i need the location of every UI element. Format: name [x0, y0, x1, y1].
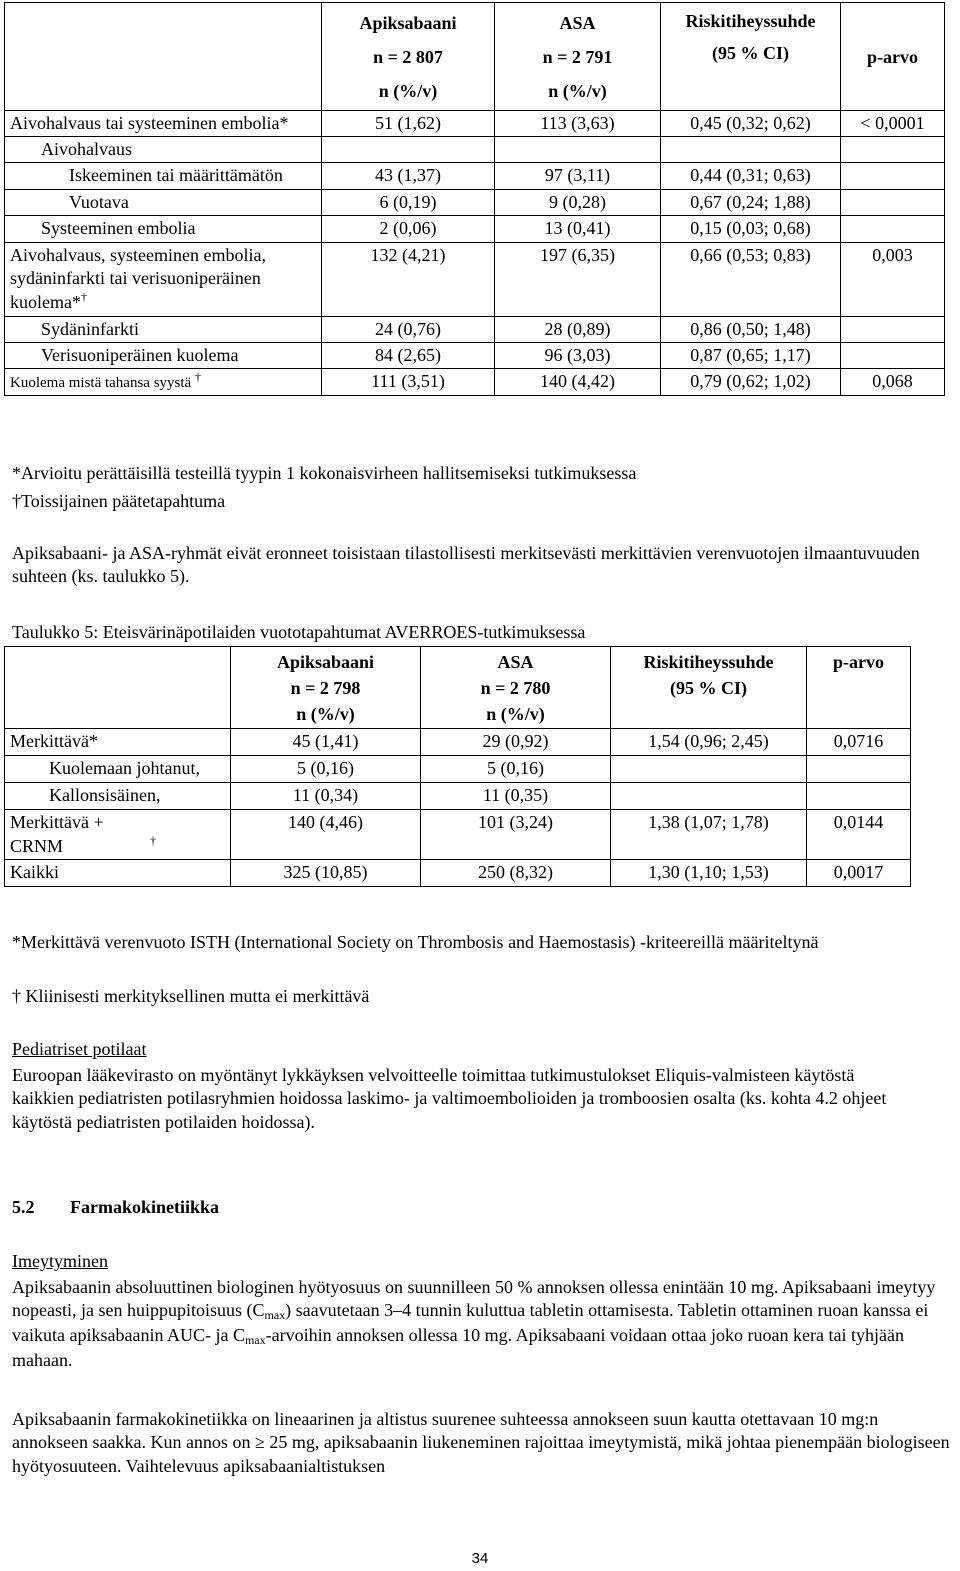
- row-label: Kuolema mistä tahansa syystä †: [5, 369, 322, 396]
- section-title: Farmakokinetiikka: [70, 1197, 220, 1217]
- table-row: [5, 860, 911, 887]
- table-row: [5, 810, 911, 860]
- cell-p-value: [841, 316, 945, 342]
- table-row: [5, 163, 945, 189]
- table-row: [5, 756, 911, 783]
- cell-hazard-ratio: 1,54 (0,96; 2,45): [611, 729, 807, 756]
- cell-hazard-ratio: 0,86 (0,50; 1,48): [661, 316, 841, 342]
- page-number: 34: [471, 1550, 489, 1567]
- cell-asa: 250 (8,32): [421, 860, 611, 887]
- cell-asa: 140 (4,42): [495, 369, 661, 396]
- table-row: [5, 343, 945, 369]
- cell-p-value: < 0,0001: [841, 110, 945, 136]
- row-label: Systeeminen embolia: [5, 216, 322, 242]
- cell-asa: 97 (3,11): [495, 163, 661, 189]
- row-label: Aivohalvaus tai systeeminen embolia*: [5, 110, 322, 136]
- table1-footnote-2: †Toissijainen päätetapahtuma: [12, 491, 226, 511]
- cell-p-value: 0,0017: [807, 860, 911, 887]
- dagger-mark: †: [194, 370, 201, 385]
- section-heading: [12, 1196, 219, 1219]
- table-header-p-value: p-arvo: [841, 3, 945, 111]
- cell-apixaban: 84 (2,65): [322, 343, 495, 369]
- table-header-row: [5, 3, 945, 111]
- cell-p-value: [841, 343, 945, 369]
- row-label: Merkittävä*: [5, 729, 231, 756]
- cell-asa: 28 (0,89): [495, 316, 661, 342]
- row-label: Merkittävä + CRNM †: [5, 810, 231, 860]
- cell-hazard-ratio: 0,79 (0,62; 1,02): [661, 369, 841, 396]
- row-label: Kuolemaan johtanut,: [5, 756, 231, 783]
- cell-p-value: 0,0144: [807, 810, 911, 860]
- table-row: [5, 369, 945, 396]
- cell-p-value: 0,0716: [807, 729, 911, 756]
- table-row: [5, 110, 945, 136]
- cell-asa: 113 (3,63): [495, 110, 661, 136]
- row-label: Kallonsisäinen,: [5, 783, 231, 810]
- table-header-asa: ASA n = 2 780 n (%/v): [421, 647, 611, 729]
- bleeding-table: [4, 646, 911, 887]
- cell-asa: [495, 136, 661, 162]
- row-label: Iskeeminen tai määrittämätön: [5, 163, 322, 189]
- cell-hazard-ratio: [611, 756, 807, 783]
- dagger-mark: †: [150, 833, 156, 848]
- cell-p-value: [841, 216, 945, 242]
- table1-footnote-1: *Arvioitu perättäisillä testeillä tyypin 1 kokonaisvirheen hallitsemiseksi tutkimuksessa: [12, 463, 637, 483]
- table-row: [5, 242, 945, 316]
- table-header-hazard-ratio: Riskitiheyssuhde (95 % CI): [611, 647, 807, 729]
- absorption-paragraph-1: Apiksabaanin absoluuttinen biologinen hyötyosuus on suunnilleen 50 % annoksen ollessa enintään 10 mg. Apiksabaani imeytyy nopeasti, ja sen huippupitoisuus $(C_{max})$ saavutetaan 3–4 tunnin kuluttua tabletin ottamisesta. Tabletin ottaminen ruoan kanssa ei vaikuta apiksabaanin AUC- ja $C_{max}$-arvoihin annoksen ollessa 10 mg. Apiksabaani voidaan ottaa joko ruoan kera tai tyhjään mahaan.: [12, 1277, 936, 1370]
- bleeding-paragraph: Apiksabaani- ja ASA-ryhmät eivät eronneet toisistaan tilastollisesti merkitsevästi merkittävien verenvuotojen ilmaantuvuuden suhteen (ks. taulukko 5).: [12, 543, 920, 587]
- cell-p-value: 0,003: [841, 242, 945, 316]
- cell-p-value: [841, 163, 945, 189]
- cell-asa: 101 (3,24): [421, 810, 611, 860]
- table-row: [5, 216, 945, 242]
- cell-hazard-ratio: 1,38 (1,07; 1,78): [611, 810, 807, 860]
- cell-hazard-ratio: 0,44 (0,31; 0,63): [661, 163, 841, 189]
- cell-hazard-ratio: 1,30 (1,10; 1,53): [611, 860, 807, 887]
- cell-apixaban: [322, 136, 495, 162]
- cell-p-value: [807, 756, 911, 783]
- cell-hazard-ratio: 0,66 (0,53; 0,83): [661, 242, 841, 316]
- cell-apixaban: 325 (10,85): [231, 860, 421, 887]
- table-row: [5, 783, 911, 810]
- table2-footnote-2: † Kliinisesti merkityksellinen mutta ei merkittävä: [12, 986, 370, 1006]
- cell-p-value: [841, 136, 945, 162]
- table2-caption: Taulukko 5: Eteisvärinäpotilaiden vuototapahtumat AVERROES-tutkimuksessa: [12, 622, 586, 642]
- pediatric-paragraph: Euroopan lääkevirasto on myöntänyt lykkäyksen velvoitteelle toimittaa tutkimustulokset Eliquis-valmisteen käytöstä kaikkien pediatristen potilasryhmien hoidossa laskimo- ja valtimoembolioiden ja tromboosien osalta (ks. kohta 4.2 ohjeet käytöstä pediatristen potilaiden hoidossa).: [12, 1065, 887, 1132]
- table2-footnote-1: *Merkittävä verenvuoto ISTH (International Society on Thrombosis and Haemostasis) -kriteereillä määriteltynä: [12, 932, 819, 952]
- cell-apixaban: 45 (1,41): [231, 729, 421, 756]
- absorption-heading: Imeytyminen: [12, 1251, 108, 1271]
- cell-apixaban: 51 (1,62): [322, 110, 495, 136]
- cell-apixaban: 2 (0,06): [322, 216, 495, 242]
- cell-apixaban: 11 (0,34): [231, 783, 421, 810]
- row-label: Verisuoniperäinen kuolema: [5, 343, 322, 369]
- cell-asa: 29 (0,92): [421, 729, 611, 756]
- table-header-apixaban: Apiksabaani n = 2 807 n (%/v): [322, 3, 495, 111]
- cell-asa: 96 (3,03): [495, 343, 661, 369]
- cell-apixaban: 43 (1,37): [322, 163, 495, 189]
- table-header-empty: [5, 3, 322, 111]
- cell-hazard-ratio: [611, 783, 807, 810]
- cell-hazard-ratio: [661, 136, 841, 162]
- cell-hazard-ratio: 0,45 (0,32; 0,62): [661, 110, 841, 136]
- cell-apixaban: 5 (0,16): [231, 756, 421, 783]
- cell-asa: 197 (6,35): [495, 242, 661, 316]
- row-label: Sydäninfarkti: [5, 316, 322, 342]
- cell-hazard-ratio: 0,15 (0,03; 0,68): [661, 216, 841, 242]
- cell-hazard-ratio: 0,67 (0,24; 1,88): [661, 189, 841, 215]
- cell-apixaban: 140 (4,46): [231, 810, 421, 860]
- cell-p-value: [841, 189, 945, 215]
- table-row: [5, 136, 945, 162]
- cell-apixaban: 24 (0,76): [322, 316, 495, 342]
- table-header-asa: ASA n = 2 791 n (%/v): [495, 3, 661, 111]
- cell-apixaban: 111 (3,51): [322, 369, 495, 396]
- cell-asa: 13 (0,41): [495, 216, 661, 242]
- table-header-p-value: p-arvo: [807, 647, 911, 729]
- row-label: Vuotava: [5, 189, 322, 215]
- row-label: Aivohalvaus: [5, 136, 322, 162]
- cell-asa: 5 (0,16): [421, 756, 611, 783]
- absorption-paragraph-2: Apiksabaanin farmakokinetiikka on lineaarinen ja altistus suurenee suhteessa annokseen suun kautta otettavaan 10 mg:n annokseen saakka. Kun annos on ≥ 25 mg, apiksabaanin liukeneminen rajoittaa imeytymistä, mikä johtaa pienempään biologiseen hyötyosuuteen. Vaihtelevuus apiksabaanialtistuksen: [12, 1409, 950, 1476]
- table-header-hazard-ratio: Riskitiheyssuhde (95 % CI): [661, 3, 841, 111]
- cell-apixaban: 6 (0,19): [322, 189, 495, 215]
- cell-p-value: 0,068: [841, 369, 945, 396]
- cell-hazard-ratio: 0,87 (0,65; 1,17): [661, 343, 841, 369]
- cell-asa: 9 (0,28): [495, 189, 661, 215]
- cell-p-value: [807, 783, 911, 810]
- section-number: 5.2: [12, 1197, 35, 1217]
- table-header-row: [5, 647, 911, 729]
- dagger-mark: †: [80, 290, 87, 305]
- efficacy-table: [4, 2, 945, 396]
- cell-asa: 11 (0,35): [421, 783, 611, 810]
- table-row: [5, 729, 911, 756]
- table-row: [5, 316, 945, 342]
- table-header-empty: [5, 647, 231, 729]
- cell-apixaban: 132 (4,21): [322, 242, 495, 316]
- table-row: [5, 189, 945, 215]
- row-label: Aivohalvaus, systeeminen embolia, sydäninfarkti tai verisuoniperäinen kuolema*†: [5, 242, 322, 316]
- pediatric-heading: Pediatriset potilaat: [12, 1039, 147, 1059]
- row-label: Kaikki: [5, 860, 231, 887]
- table-header-apixaban: Apiksabaani n = 2 798 n (%/v): [231, 647, 421, 729]
